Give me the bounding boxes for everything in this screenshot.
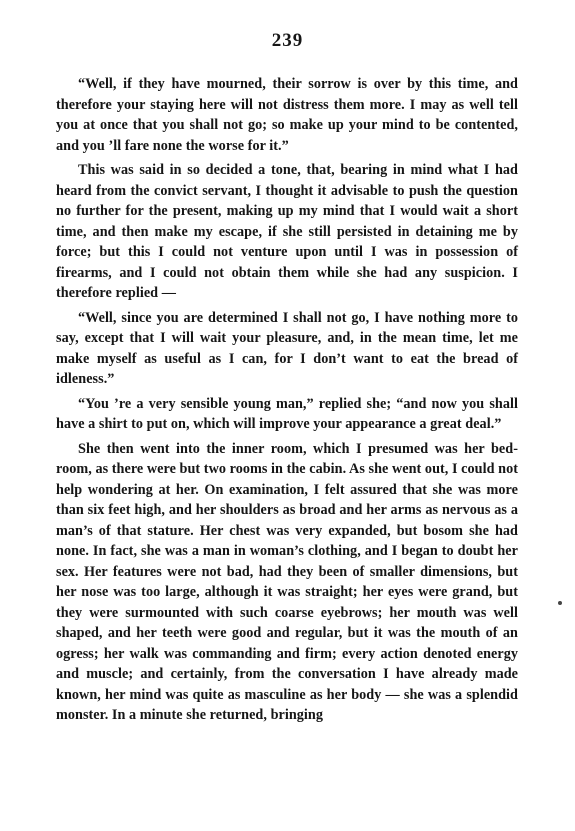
paragraph: “You ’re a very sensible young man,” replied she; “and now you shall have a shirt to put on, which will improve your appearance a great deal.” bbox=[56, 395, 518, 432]
paragraph: “Well, if they have mourned, their sorrow is over by this time, and therefore your staying here will not distress them more. I may as well tell you at once that you shall not go; so make up your mind to be contented, and you ’ll fare none the worse for it.” bbox=[56, 76, 518, 154]
body-text bbox=[56, 74, 518, 730]
margin-ink-dot bbox=[558, 601, 562, 605]
paragraph: This was said in so decided a tone, that, bearing in mind what I had heard from the convict servant, I thought it advisable to push the question no further for the present, making up my mind that I would wait a short time, and then make my escape, if she still persisted in detaining me by force; but this I could not venture upon until I was in possession of firearms, and I could not obtain them while she had any suspicion. I therefore replied — bbox=[56, 162, 518, 301]
page-number: 239 bbox=[271, 30, 304, 51]
paragraph: She then went into the inner room, which I presumed was her bed-room, as there were but two rooms in the cabin. As she went out, I could not help wondering at her. On examination, I felt assured that she was more than six feet high, and her shoulders as broad and her arms as nervous as a man’s of that stature. Her chest was very expanded, but bosom she had none. In fact, she was a man in woman’s clothing, and I began to doubt her sex. Her features were not bad, had they been of smaller dimensions, but her nose was too large, although it was straight; her eyes were grand, but they were surmounted with such coarse eyebrows; her mouth was well shaped, and her teeth were good and regular, but it was the mouth of an ogress; her walk was commanding and firm; every action denoted energy and muscle; and certainly, from the conversation I have already made known, her mind was quite as masculine as her body — she was a splendid monster. In a minute she returned, bringing bbox=[56, 440, 518, 723]
paragraph: “Well, since you are determined I shall not go, I have nothing more to say, except that I will wait your pleasure, and, in the mean time, let me make myself as useful as I can, for I don’t want to eat the bread of idleness.” bbox=[56, 309, 518, 387]
